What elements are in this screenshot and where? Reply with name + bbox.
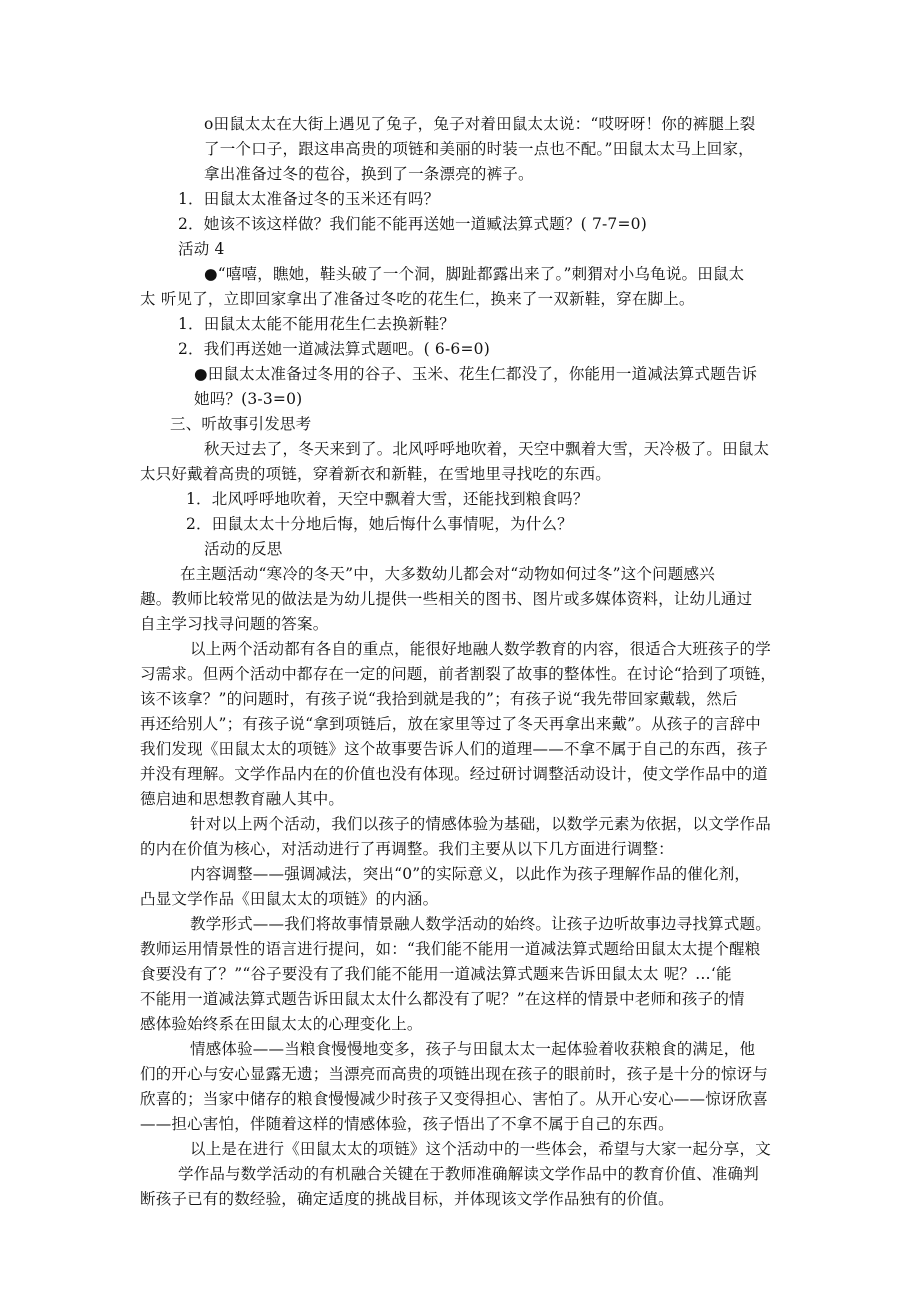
text-line: 再还给别人”；有孩子说“拿到项链后，放在家里等过了冬天再拿出来戴”。从孩子的言辞中 <box>140 715 761 733</box>
text-line: 2．她该不该这样做？我们能不能再送她一道臧法算式题？( 7-7=0) <box>178 215 647 233</box>
text-line: 凸显文学作品《田鼠太太的项链》的内涵。 <box>140 890 439 908</box>
text-line: 趣。教师比较常见的做法是为幼儿提供一些相关的图书、图片或多媒体资料，让幼儿通过 <box>140 590 753 608</box>
text-line: ——担心害怕，伴随着这样的情感体验，孩子悟出了不拿不属于自己的东西。 <box>140 1115 674 1133</box>
text-line: 1．北风呼呼地吹着，天空中飘着大雪，还能找到粮食吗？ <box>186 490 589 508</box>
text-line: 习需求。但两个活动中都存在一定的问题，前者割裂了故事的整体性。在讨论“拾到了项链， <box>140 665 777 683</box>
text-line: 欣喜的；当家中储存的粮食慢慢减少时孩子又变得担心、害怕了。从开心安心——惊讶欣喜 <box>140 1090 769 1108</box>
text-line: 以上两个活动都有各自的重点，能很好地融人数学教育的内容，很适合大班孩子的学 <box>190 640 771 658</box>
text-line: 2．田鼠太太十分地后悔，她后悔什么事情呢，为什么？ <box>186 515 573 533</box>
text-line: 食要没有了？”“谷子要没有了我们能不能用一道减法算式题来告诉田鼠太太 呢？…‘能 <box>140 965 732 983</box>
text-line: 在主题活动“寒冷的冬天”中，大多数幼儿都会对“动物如何过冬”这个问题感兴 <box>180 565 715 583</box>
text-line: 们的开心与安心显露无遗；当漂亮而高贵的项链出现在孩子的眼前时，孩子是十分的惊讶与 <box>140 1065 769 1083</box>
text-line: o田鼠太太在大街上遇见了兔子，兔子对着田鼠太太说：“哎呀呀！你的裤腿上裂 <box>204 115 756 133</box>
text-line: 2．我们再送她一道减法算式题吧。( 6-6=0) <box>178 340 490 358</box>
text-line: 自主学习找寻问题的答案。 <box>140 615 329 633</box>
text-line: ●“嘻嘻，瞧她，鞋头破了一个洞，脚趾都露出来了。”刺猬对小乌龟说。田鼠太 <box>204 265 745 283</box>
text-line: 教师运用情景性的语言进行提问，如：“我们能不能用一道减法算式题给田鼠太太提个醒粮 <box>140 940 761 958</box>
text-line: ●田鼠太太准备过冬用的谷子、玉米、花生仁都没了，你能用一道减法算式题告诉 <box>194 365 758 383</box>
text-line: 学作品与数学活动的有机融合关键在于教师准确解读文学作品中的教育价值、准确判 <box>178 1165 759 1183</box>
text-line: 太只好戴着高贵的项链，穿着新衣和新鞋，在雪地里寻找吃的东西。 <box>140 465 612 483</box>
text-line: 活动 4 <box>178 240 225 258</box>
text-line: 断孩子已有的数经验，确定适度的挑战目标，并体现该文学作品独有的价值。 <box>140 1190 674 1208</box>
section-heading: 三、听故事引发思考 <box>170 415 312 433</box>
text-line: 该不该拿？”的问题时，有孩子说“我拾到就是我的”；有孩子说“我先带回家戴载，然后 <box>140 690 738 708</box>
text-line: 不能用一道减法算式题告诉田鼠太太什么都没有了呢？”在这样的情景中老师和孩子的情 <box>140 990 745 1008</box>
text-line: 了一个口子，跟这串高贵的项链和美丽的时装一点也不配。”田鼠太太马上回家， <box>204 140 754 158</box>
text-line: 她吗？(3-3=0) <box>194 390 303 408</box>
text-line: 秋天过去了，冬天来到了。北风呼呼地吹着，天空中飘着大雪，天冷极了。田鼠太 <box>204 440 770 458</box>
text-line: 并没有理解。文学作品内在的价值也没有体现。经过研讨调整活动设计，使文学作品中的道 <box>140 765 769 783</box>
text-line: 我们发现《田鼠太太的项链》这个故事要告诉人们的道理——不拿不属于自己的东西，孩子 <box>140 740 769 758</box>
text-line: 教学形式——我们将故事情景融人数学活动的始终。让孩子边听故事边寻找算式题。 <box>190 915 771 933</box>
section-heading: 活动的反思 <box>204 540 283 558</box>
text-line: 太 听见了，立即回家拿出了准备过冬吃的花生仁，换来了一双新鞋，穿在脚上。 <box>140 290 695 308</box>
text-line: 1．田鼠太太准备过冬的玉米还有吗？ <box>178 190 440 208</box>
text-line: 1．田鼠太太能不能用花生仁去换新鞋？ <box>178 315 455 333</box>
text-line: 以上是在进行《田鼠太太的项链》这个活动中的一些体会，希望与大家一起分享，文 <box>190 1140 771 1158</box>
text-line: 德启迪和思想教育融人其中。 <box>140 790 345 808</box>
text-line: 针对以上两个活动，我们以孩子的情感体验为基础，以数学元素为依据，以文学作品 <box>190 815 771 833</box>
text-line: 情感体验——当粮食慢慢地变多，孩子与田鼠太太一起体验着收获粮食的满足，他 <box>190 1040 756 1058</box>
text-line: 的内在价值为核心，对活动进行了再调整。我们主要从以下几方面进行调整： <box>140 840 674 858</box>
text-line: 内容调整——强调减法，突出“0”的实际意义，以此作为孩子理解作品的催化剂， <box>190 865 751 883</box>
text-line: 拿出准备过冬的苞谷，换到了一条漂亮的裤子。 <box>204 165 534 183</box>
text-line: 感体验始终系在田鼠太太的心理变化上。 <box>140 1015 423 1033</box>
